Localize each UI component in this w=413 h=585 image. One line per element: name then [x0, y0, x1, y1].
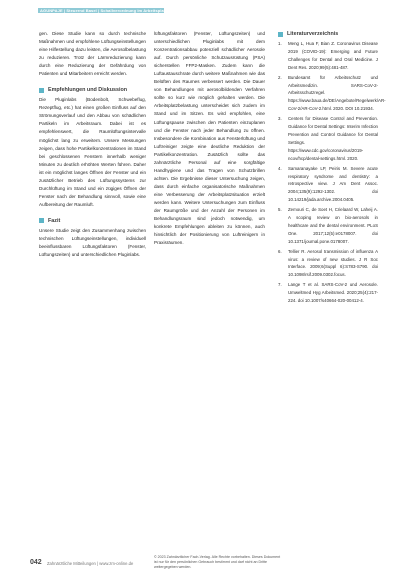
reference-item: 2. Bundesamt für Arbeitsschutz und Arbeitsmedizin. SARS-CoV-2-Arbeitsschutzregel. https://www.baua.de/DE/Angebote/Regelwerk/AR-CoV-2/AR-CoV-2.html. 2020. DOI 10.21934.: [278, 74, 386, 112]
reference-item: 3. Centers for Disease Control and Prevention. Guidance for Dental Settings: Interim Infection Prevention and Control Guidance for Dental Settings. https://www.cdc.gov/coronavirus/2019-ncov/hcp/dental-settings.html. 2020.: [278, 116, 378, 161]
section-title: Empfehlungen und Diskussion: [48, 87, 128, 94]
section-heading-conclusion: [39, 217, 146, 225]
section-square-icon: [39, 88, 44, 93]
section-square-icon: [39, 218, 44, 223]
references-title: Literaturverzeichnis: [287, 31, 339, 37]
reference-item: 7. Lange T et al. SARS-CoV-2 und Aerosole. Umweltmed Hyg Arbeitsmed. 2020;25(4):217-224. doi 10.1007/s40664-020-00412-4.: [278, 282, 378, 304]
reference-item: 6. Tellier R. Aerosol transmission of influenza A virus: a review of new studies. J R Soc Interface. 2009;6(Suppl 6):S783-S790. doi 10.1098/rsif.2009.0302.focus.: [278, 248, 378, 278]
copyright-notice: © 2023 Zahnärztlicher Fach-Verlag. Alle Rechte vorbehalten. Dieses Dokument ist nur für den persönlichen Gebrauch bestimmt und darf nicht an Dritte weitergegeben werden.: [154, 555, 281, 570]
column-left: [39, 30, 146, 259]
running-header: [0, 0, 413, 20]
journal-line: Zahnärztliche Mitteilungen | www.zm-online.de: [47, 561, 134, 566]
conclusion-paragraph: Unsere Studie zeigt den Zusammenhang zwischen technischen Lüftungseinstellungen, individuell beeinflussbaren Lüftungsfaktoren (Fenster, Lüftungszeiten) und unterschiedlichen Pluginlabs.: [39, 227, 146, 258]
reference-item: 5. Zemouri C, de Soet H, Crielaard W, Laheij A. A scoping review on bio-aerosols in healthcare and the dental environment. PLoS One. 2017;12(5):e0178007. doi 10.1371/journal.pone.0178007.: [278, 207, 378, 244]
reference-item: 4. Samaranayake LP, Peiris M. Severe acute respiratory syndrome and dentistry: a retrospective view. J Am Dent Assoc. 2004;135(9):1292-1302. doi 10.14219/jada.archive.2004.0405.: [278, 165, 378, 203]
section-square-icon: [278, 32, 283, 37]
column-references: [278, 30, 386, 307]
column-middle: [154, 30, 265, 247]
references-heading: [278, 30, 378, 38]
recommendations-paragraph: Die Pluginlabs (Bodenbolt, Schwebeflug, Rezeptflug, etc.) hat einen großen Einfluss auf den Strömungsverlauf und den Abbau von schädlichen Partikeln im Arbeitsraum. Dabei ist es empfehlenswert, die Raumlüftungsintervalle möglichst lang zu erweitern. Unsere Messungen zeigen, dass hohe Partikelkonzentrationen im Stand bei geschlossenen Fenstern innerhalb weniger Minuten zu deutlich erhöhten Werten führen. Daher ist ein möglichst langes Öffnen der Fenster und ein zusätzlicher Betrieb des Lüftungssystems zur Durchlüftung im Stand und ein zügiges Öffnen der Fenster nach der Behandlung sinnvoll, sowie eine Aufbereitung der Raumluft.: [39, 97, 146, 207]
body-paragraph: lüftungsfaktoren (Fenster, Lüftungszeiten) und unterschiedlichen Pluginlabs mit dem Konzentrationsabbau potenziell schädlicher Aerosole auf. Durch persönliche Schutzausrüstung (PSA) sicherstellen FFP2-Masken. Zudem kann die Luftaustauschrate durch weitere Maßnahmen wie das Belüften des Raumes verbessert werden. Die Dauer von Behandlungen mit aerosolbildenden Verfahren sollte so kurz wie möglich gehalten werden. Die Arbeitsplatzbelastung unterscheidet sich zudem im Stand und im Sitzen. Es wird empfohlen, eine Lüftungspause zwischen den Patienten einzuplanen und die Fenster nach jeder Behandlung zu öffnen. Insbesondere die Kombination aus Fensterlüftung und Luftreiniger zeigte eine deutliche Reduktion der Partikelkonzentration. Zusätzlich sollte das zahnärztliche Personal auf eine sorgfältige Handhygiene und das Tragen von Schutzbrillen achten. Die Ergebnisse dieser Untersuchung zeigen, dass durch einfache organisatorische Maßnahmen eine Verbesserung der Arbeitsplatzsituation erzielt werden kann. Weitere Untersuchungen zum Einfluss der Raumgröße und der Anzahl der Personen im Behandlungsraum sind jedoch notwendig, um konkrete Empfehlungen ableiten zu können, auch hinsichtlich der Positionierung von Luftreinigern in Praxisräumen.: [154, 31, 265, 246]
references-list: [278, 40, 386, 305]
section-title: Fazit: [48, 217, 61, 224]
section-heading-recommendations: [39, 86, 146, 94]
page-number: 042: [30, 559, 42, 566]
reference-item: 1. Meng L, Hua F, Bian Z. Coronavirus Disease 2019 (COVID-19): Emerging and Future Challenges for Dental and Oral Medicine. J Dent Res. 2020;99(5):481-487.: [278, 41, 378, 70]
running-title: AGUNPAJE | Steuernd Basel | Schallverordnung im Arbeitsplatzbereich: [40, 8, 183, 13]
intro-paragraph: gen. Diese Studie kann so durch technische Maßnahmen und empfohlene Lüftungseinstellungen eine Hilfestellung dazu leisten, die Aerosolbelastung zu reduzieren. Trotz der Lärmreduzierung kann durch eine Reduzierung der Gefährdung von Patienten und Mitarbeitern erreicht werden.: [39, 31, 146, 77]
